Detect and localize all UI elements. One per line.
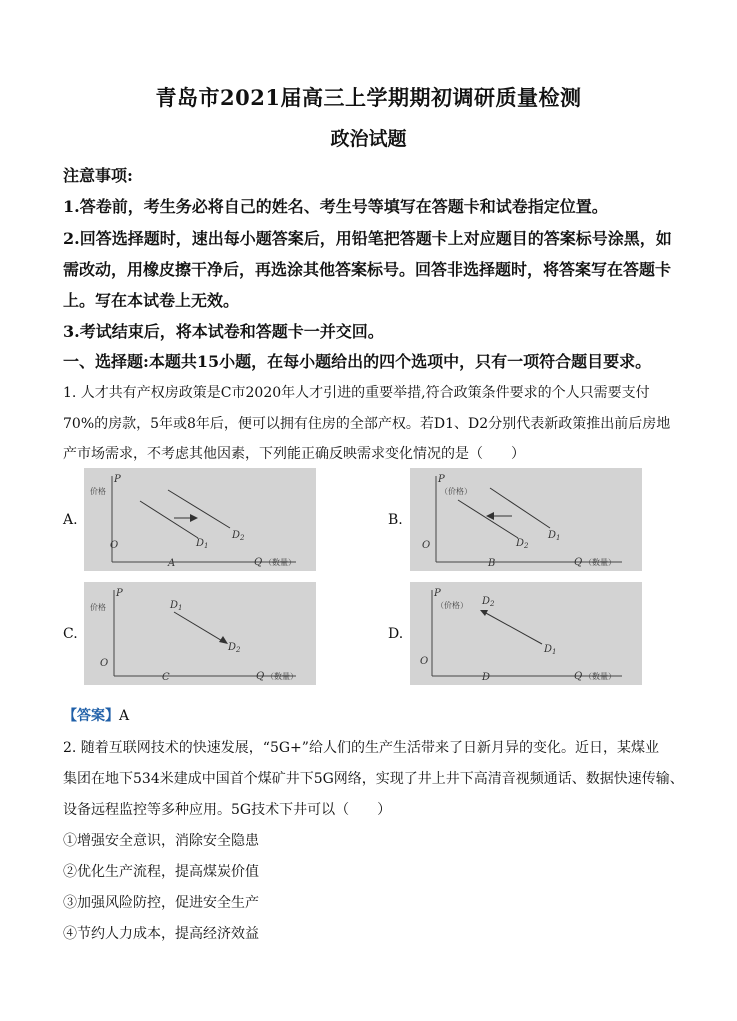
curve-d1-label: $D_1$ (548, 530, 561, 542)
option-d-label: D. (388, 626, 404, 642)
axis-quantity-label: （数量） (264, 558, 296, 567)
option-a-label: A. (63, 512, 78, 528)
axis-q-label: Q (254, 557, 263, 568)
option-c-label: C. (63, 626, 78, 642)
axis-p-label: P (114, 474, 121, 485)
origin-label: O (100, 658, 109, 669)
axis-price-label: 价格 (90, 603, 106, 612)
q2-stem-line-3: 设备远程监控等多种应用。5G技术下井可以（ ） (63, 802, 392, 818)
q1-stem-line-3: 产市场需求，不考虑其他因素，下列能正确反映需求变化情况的是（ ） (63, 446, 525, 462)
graph-letter: D (482, 672, 491, 683)
notice-item-2-line-1: 2.回答选择题时，速出每小题答案后，用铅笔把答题卡上对应题目的答案标号涂黑，如 (63, 229, 672, 248)
section-heading: 一、选择题:本题共15小题，在每小题给出的四个选项中，只有一项符合题目要求。 (63, 352, 652, 371)
curve-d2-label: $D_2$ (228, 642, 241, 654)
axis-quantity-label: （数量） (584, 558, 616, 567)
curve-d1-label: $D_1$ (170, 600, 183, 612)
axis-price-label: （价格） (440, 487, 472, 496)
axis-price-label: （价格） (436, 601, 468, 610)
axis-price-label: 价格 (90, 487, 106, 496)
axis-p-label: P (116, 588, 123, 599)
exam-title: 青岛市2021届高三上学期期初调研质量检测 (155, 85, 582, 110)
graph-letter: B (488, 558, 496, 569)
q2-choice-1: ①增强安全意识，消除安全隐患 (63, 833, 259, 849)
curve-d2-label: $D_2$ (482, 596, 495, 608)
axis-q-label: Q (574, 557, 583, 568)
q2-stem-line-2: 集团在地下534米建成中国首个煤矿井下5G网络，实现了井上井下高清音视频通话、数据快速传输、 (63, 771, 684, 787)
axis-quantity-label: （数量） (584, 672, 616, 681)
curve-d1-label: $D_1$ (196, 538, 209, 550)
graph-letter: A (168, 558, 176, 569)
origin-label: O (420, 656, 429, 667)
axis-q-label: Q (574, 671, 583, 682)
axis-q-label: Q (256, 671, 265, 682)
option-d-graph (410, 582, 642, 685)
q2-choice-4: ④节约人力成本，提高经济效益 (63, 926, 259, 942)
option-c-graph (84, 582, 316, 685)
origin-label: O (422, 540, 431, 551)
answer-value: A (119, 708, 130, 724)
curve-d1-label: $D_1$ (544, 644, 557, 656)
notice-item-2-line-2: 需改动，用橡皮擦干净后，再选涂其他答案标号。回答非选择题时，将答案写在答题卡 (63, 260, 672, 279)
exam-subject: 政治试题 (330, 128, 407, 150)
notice-item-1: 1.答卷前，考生务必将自己的姓名、考生号等填写在答题卡和试卷指定位置。 (63, 197, 608, 216)
option-b-graph (410, 468, 642, 571)
q2-choice-3: ③加强风险防控，促进安全生产 (63, 895, 259, 911)
origin-label: O (110, 540, 119, 551)
axis-quantity-label: （数量） (266, 672, 298, 681)
notice-item-3: 3.考试结束后，将本试卷和答题卡一并交回。 (63, 322, 384, 341)
curve-d2-label: $D_2$ (232, 530, 245, 542)
notice-item-2-line-3: 上。写在本试卷上无效。 (63, 291, 240, 310)
q1-stem-line-2: 70%的房款，5年或8年后，便可以拥有住房的全部产权。若D1、D2分别代表新政策推出前后房地 (63, 416, 671, 432)
curve-d2-label: $D_2$ (516, 538, 529, 550)
axis-p-label: P (434, 588, 441, 599)
q1-answer (63, 705, 683, 725)
q2-stem-line-1: 2. 随着互联网技术的快速发展，“5G+”给人们的生产生活带来了日新月异的变化。近日，某煤业 (63, 740, 659, 756)
graph-letter: C (162, 672, 170, 683)
notice-heading: 注意事项: (63, 166, 133, 185)
q2-choice-2: ②优化生产流程，提高煤炭价值 (63, 864, 259, 880)
answer-tag: 【答案】 (63, 708, 119, 724)
axis-p-label: P (438, 474, 445, 485)
option-a-graph (84, 468, 316, 571)
q1-stem-line-1: 1. 人才共有产权房政策是C市2020年人才引进的重要举措,符合政策条件要求的个人只需要支付 (63, 385, 650, 401)
option-b-label: B. (388, 512, 403, 528)
